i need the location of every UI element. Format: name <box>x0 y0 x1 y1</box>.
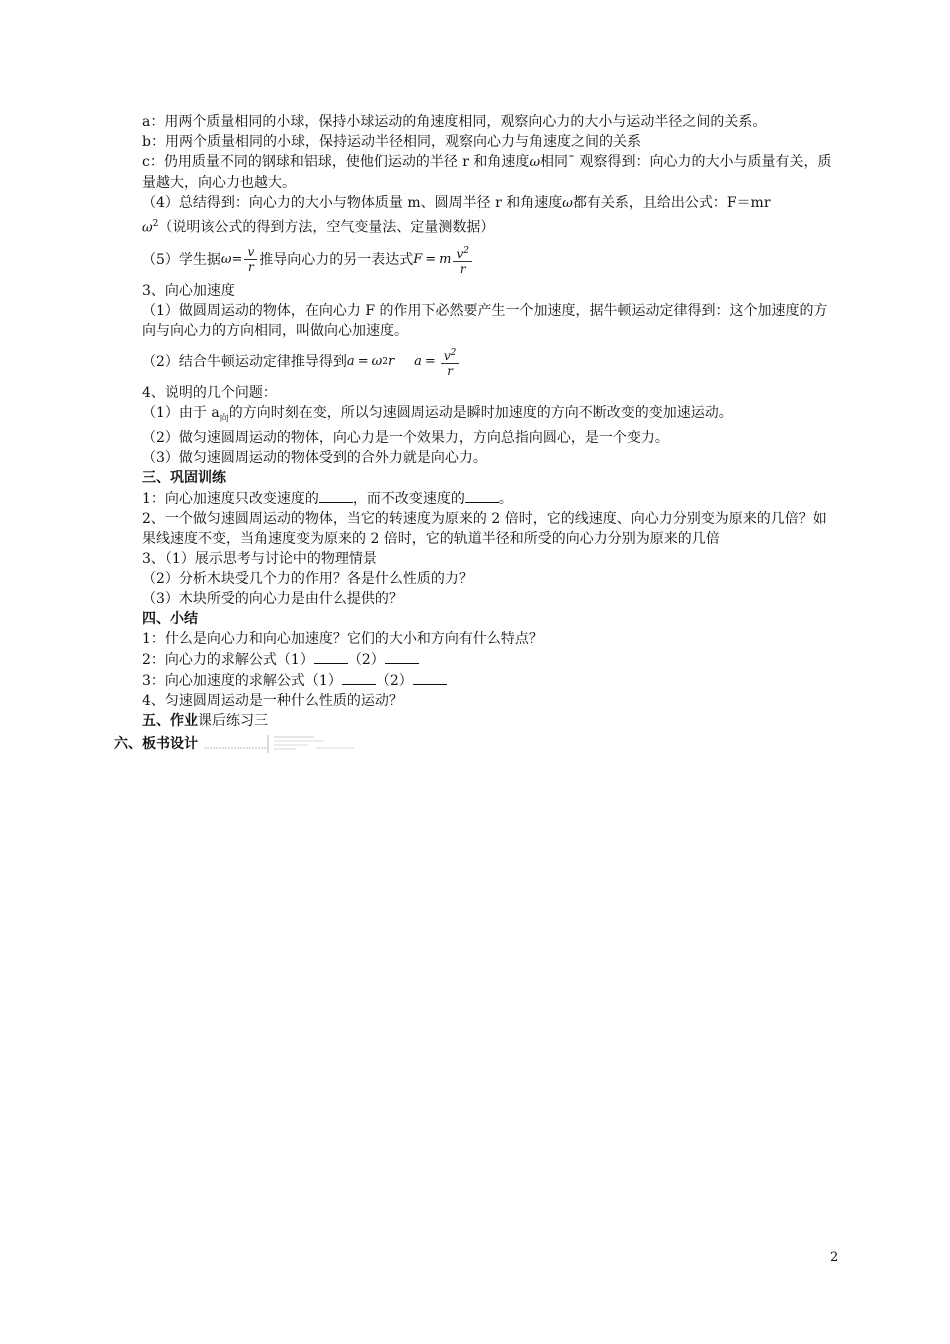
practice-q2: 2、一个做匀速圆周运动的物体，当它的转速度为原来的 2 倍时，它的线速度、向心力分别变为原来的几倍？如果线速度不变，当角速度变为原来的 2 倍时，它的轨道半径和所受的向心力分别为原来的几倍 <box>142 511 827 548</box>
para-4: （4）总结得到：向心力的大小与物体质量 m、圆周半径 r 和角速度ω都有关系，且给出公式：F＝mr $\omega^2$（说明该公式的得到方法，空气变量法、定量测数据） <box>142 195 771 236</box>
para-acc-1: （1）做圆周运动的物体，在向心力 F 的作用下必然要产生一个加速度，据牛顿运动定律得到：这个加速度的方向与向心力的方向相同，叫做向心加速度。 <box>142 302 828 339</box>
summary-3: 3：向心加速度的求解公式（1） （2） <box>114 670 838 691</box>
blank <box>385 649 419 664</box>
para-a: a：用两个质量相同的小球，保持小球运动的角速度相同，观察向心力的大小与运动半径之间的关系。 <box>142 114 767 130</box>
summary-1: 1：什么是向心力和向心加速度？它们的大小和方向有什么特点？ <box>142 631 543 648</box>
heading-notes: 4、说明的几个问题： <box>142 384 277 401</box>
section-homework: 五、作业课后练习三 <box>142 713 268 730</box>
section-title-summary: 四、小结 <box>142 611 198 628</box>
blank <box>319 488 353 503</box>
blank <box>413 670 447 685</box>
blank <box>314 649 348 664</box>
para-b: b：用两个质量相同的小球，保持运动半径相同，观察向心力与角速度之间的关系 <box>142 134 641 150</box>
para-5: （5）学生据 ω = $\frac{v}{r}$ 推导向心力的另一表达式 F = m $\frac{v^2}{r}$ <box>114 239 838 281</box>
blank <box>342 670 376 685</box>
note-1: （1）由于 $a_向$的方向时刻在变，所以匀速圆周运动是瞬时加速度的方向不断改变的变加速运动。 <box>142 404 733 424</box>
practice-q3-2: （2）分析木块受几个力的作用？各是什么性质的力？ <box>142 571 473 588</box>
fraction-v2-over-r-acc: $\frac{v^2}{r}$ <box>441 346 460 378</box>
practice-q1: 1：向心加速度只改变速度的 ，而不改变速度的 。 <box>114 488 838 509</box>
para-acc-2: （2）结合牛顿运动定律推导得到 a = ω 2 r a = $\frac{v^2}{r}$ <box>114 341 838 383</box>
practice-q3-1: 3、（1）展示思考与讨论中的物理情景 <box>142 551 377 568</box>
para-c: c：仍用质量不同的钢球和铝球，使他们运动的半径 r 和角速度ω相同¯ 观察得到：向心力的大小与质量有关，质量越大，向心力也越大。 <box>142 154 832 191</box>
fraction-v2-over-r: $\frac{v^2}{r}$ <box>453 244 472 276</box>
summary-4: 4、匀速圆周运动是一种什么性质的运动？ <box>142 693 403 710</box>
note-3: （3）做匀速圆周运动的物体受到的合外力就是向心力。 <box>142 450 487 467</box>
document-body <box>114 112 838 755</box>
board-design-thumbnail <box>204 733 354 755</box>
section-title-practice: 三、巩固训练 <box>142 470 226 487</box>
practice-q3-3: （3）木块所受的向心力是由什么提供的？ <box>142 591 403 608</box>
page-number: 2 <box>830 1250 839 1265</box>
fraction-v-over-r: $\frac{v}{r}$ <box>244 245 257 274</box>
section-board-design: 六、板书设计 <box>114 733 838 755</box>
blank <box>465 488 499 503</box>
note-2: （2）做匀速圆周运动的物体，向心力是一个效果力，方向总指向圆心，是一个变力。 <box>142 430 669 447</box>
summary-2: 2：向心力的求解公式（1） （2） <box>114 649 838 670</box>
heading-centripetal-acceleration: 3、向心加速度 <box>142 282 235 299</box>
